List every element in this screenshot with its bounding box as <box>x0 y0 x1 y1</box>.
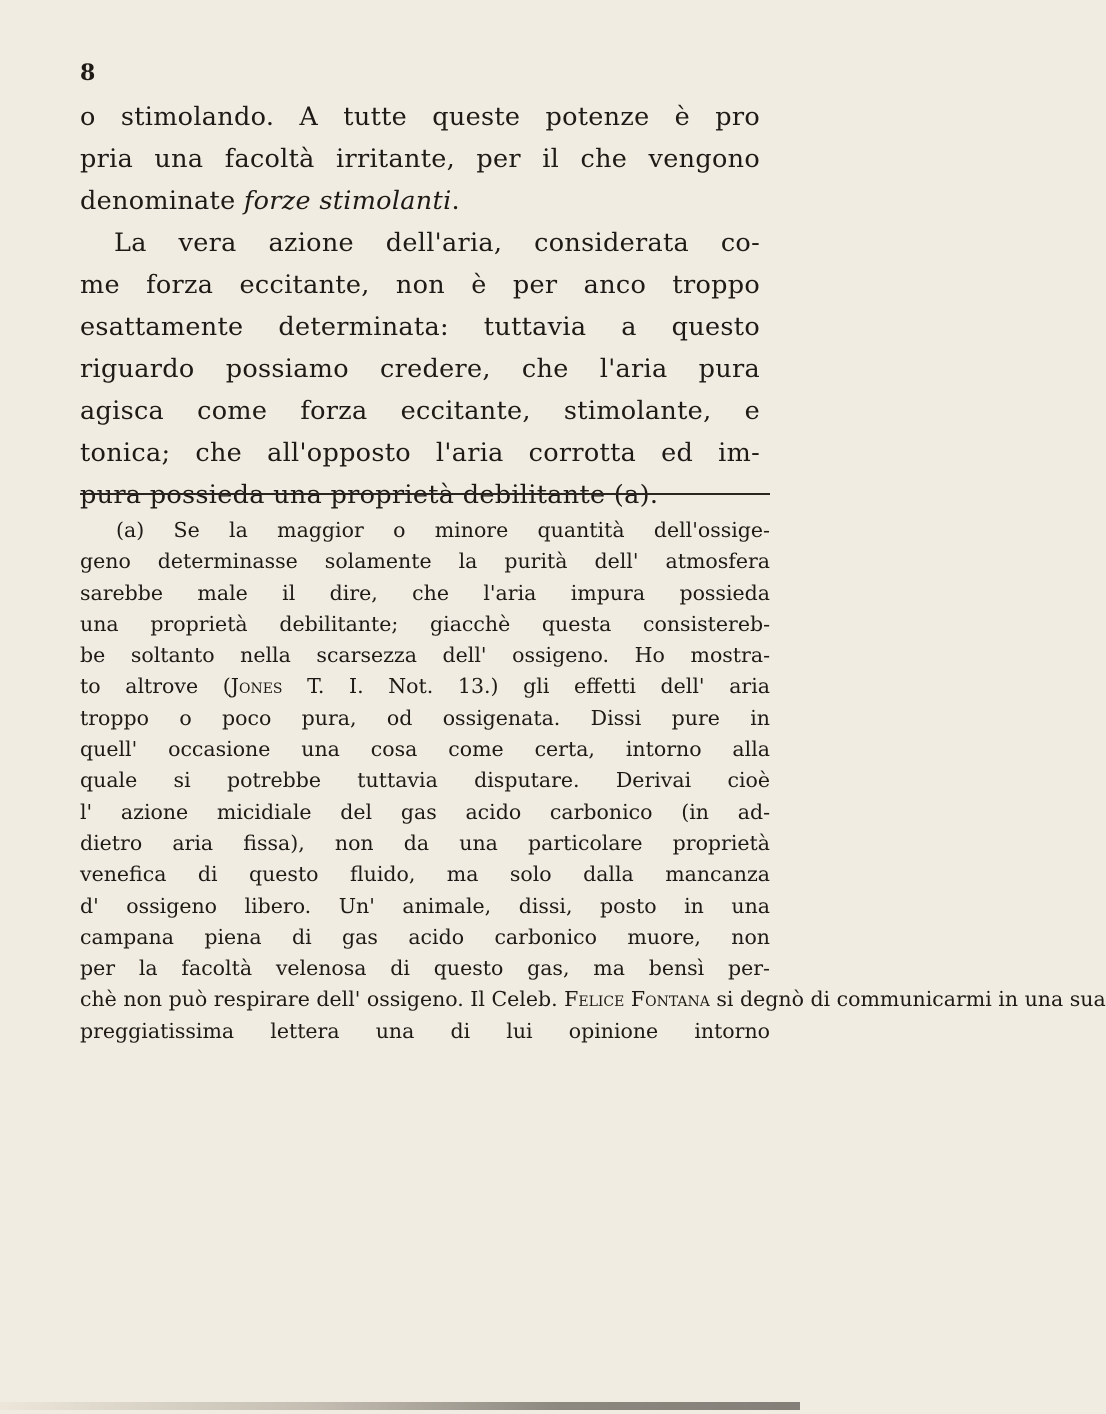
footnote-line: una proprietà debilitante; giacchè questa consistereb- <box>80 611 770 636</box>
italic-term: forze stimolanti <box>243 186 452 216</box>
page-edge-shadow <box>0 1402 800 1410</box>
author-jones: Jones <box>230 674 283 699</box>
footnote-line: geno determinasse solamente la purità dell' atmosfera <box>80 549 770 574</box>
footnote-line: l' azione micidiale del gas acido carbonico (in ad- <box>80 799 770 824</box>
footnote-line: dietro aria fissa), non da una particolare proprietà <box>80 830 770 855</box>
footnote <box>80 515 1106 1047</box>
body-line: pria una facoltà irritante, per il che vengono <box>80 144 760 174</box>
body-line: o stimolando. A tutte queste potenze è pro <box>80 102 760 132</box>
body-line: pura possieda una proprietà debilitante (a). <box>80 480 659 510</box>
body-line-text: denominate <box>80 186 244 216</box>
body-line <box>80 180 760 222</box>
body-line: me forza eccitante, non è per anco troppo <box>80 270 760 300</box>
page-number: 8 <box>80 60 96 86</box>
author-fontana: Felice Fontana <box>564 987 710 1012</box>
footnote-line <box>80 984 1106 1015</box>
body-line: esattamente determinata: tuttavia a questo <box>80 312 760 342</box>
footnote-line: d' ossigeno libero. Un' animale, dissi, posto in una <box>80 893 770 918</box>
footnote-line: per la facoltà velenosa di questo gas, ma bensì per- <box>80 956 770 981</box>
footnote-line: sarebbe male il dire, che l'aria impura possieda <box>80 580 770 605</box>
citation-tail: T. I. Not. 13.) gli effetti dell' aria <box>282 674 770 699</box>
footnote-line: quell' occasione una cosa come certa, intorno alla <box>80 737 770 762</box>
footnote-line: quale si potrebbe tuttavia disputare. Derivai cioè <box>80 768 770 793</box>
main-text <box>80 96 760 516</box>
footnote-divider <box>80 493 770 495</box>
paragraph-start-line: La vera azione dell'aria, considerata co- <box>114 228 760 258</box>
footnote-text: si degnò di communicarmi in una sua <box>716 987 1106 1012</box>
footnote-line: be soltanto nella scarsezza dell' ossigeno. Ho mostra- <box>80 643 770 668</box>
footnote-line: troppo o poco pura, od ossigenata. Dissi pure in <box>80 705 770 730</box>
body-line: riguardo possiamo credere, che l'aria pura <box>80 354 760 384</box>
footnote-line: venefica di questo fluido, ma solo dalla mancanza <box>80 862 770 887</box>
footnote-text: chè non può respirare dell' ossigeno. Il Celeb. <box>80 987 565 1012</box>
footnote-line: (a) Se la maggior o minore quantità dell'ossige- <box>116 518 770 542</box>
footnote-text: to altrove ( <box>80 674 231 699</box>
footnote-line: campana piena di gas acido carbonico muore, non <box>80 924 770 949</box>
footnote-line <box>80 671 770 702</box>
footnote-line: preggiatissima lettera una di lui opinione intorno <box>80 1018 770 1043</box>
body-line: agisca come forza eccitante, stimolante, e <box>80 396 760 426</box>
period: . <box>451 186 460 216</box>
body-line: tonica; che all'opposto l'aria corrotta ed im- <box>80 438 760 468</box>
